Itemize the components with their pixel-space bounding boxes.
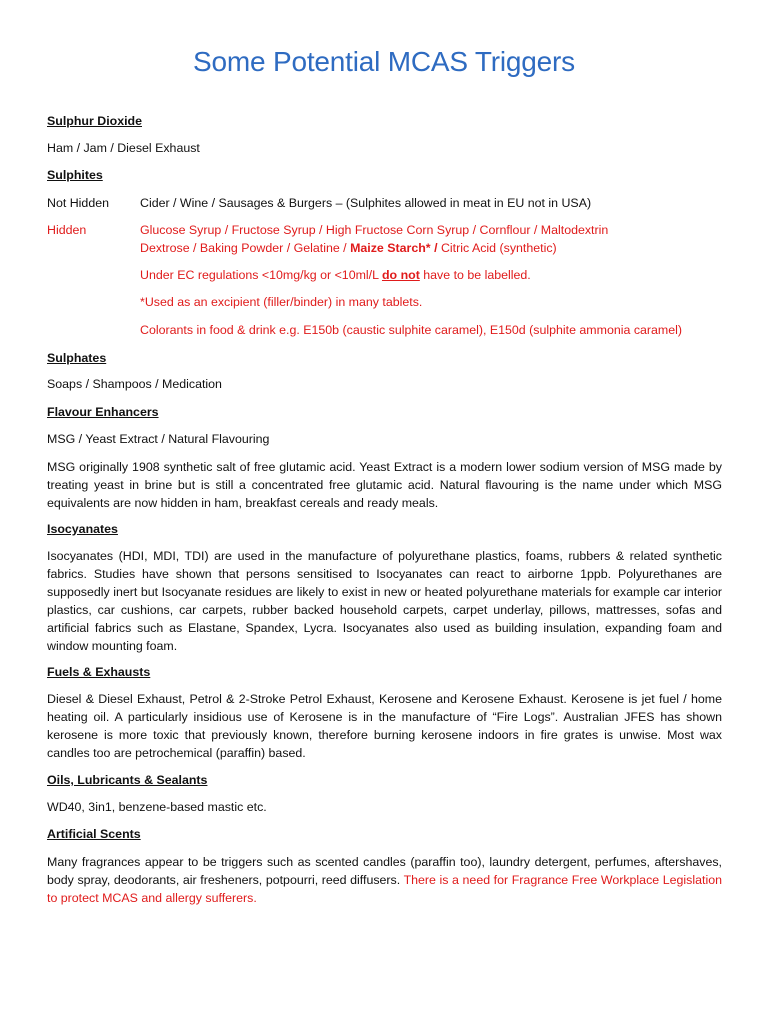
scents-paragraph-a: Many fragrances appear to be triggers such as scented candles (paraffin too), laundry detergent, perfumes, aftershaves, body spray, deodorants, air fresheners, potpourri, reed diffusers.: [47, 855, 722, 887]
isocyanates-paragraph: Isocyanates (HDI, MDI, TDI) are used in the manufacture of polyurethane plastics, foams, rubbers & related synthetic fabrics. Studies have shown that persons sensitised to Isocyanates can react to airborne 1ppb. Polyurethanes are supposedly inert but Isocyanate residues are likely to exist in new or heated polyurethane materials for example car interior plastics, car cushions, car carpets, rubber backed household carpets, carpet underlay, pillows, mattresses, sofas and artificial fabrics such as Elastane, Spandex, Lycra. Isocyanates also used as building insulation, expanding foam and window mounting foam.: [47, 549, 722, 653]
heading-sulphates: Sulphates: [47, 351, 107, 365]
colorants-note: Colorants in food & drink e.g. E150b (caustic sulphite caramel), E150d (sulphite ammonia caramel): [140, 323, 683, 337]
hidden-line-2-a: Dextrose / Baking Powder / Gelatine /: [140, 241, 351, 255]
heading-oils-lubricants: Oils, Lubricants & Sealants: [47, 773, 208, 787]
not-hidden-text: Cider / Wine / Sausages & Burgers – (Sulphites allowed in meat in EU not in USA): [140, 196, 592, 210]
heading-isocyanates: Isocyanates: [47, 522, 118, 536]
hidden-line-2-b: Maize Starch* /: [350, 241, 438, 255]
ec-a: Under EC regulations <10mg/kg or <10ml/L: [140, 268, 382, 282]
hidden-label: Hidden: [47, 223, 87, 237]
heading-fuels-exhausts: Fuels & Exhausts: [47, 665, 151, 679]
scents-paragraph: [47, 853, 722, 907]
hidden-line-2: [140, 239, 557, 257]
oils-text: WD40, 3in1, benzene-based mastic etc.: [47, 800, 267, 814]
scents-paragraph-b: There is a need for Fragrance Free Workplace Legislation to protect MCAS and allergy sufferers.: [47, 873, 722, 905]
sulphur-dioxide-text: Ham / Jam / Diesel Exhaust: [47, 141, 200, 155]
sulphates-text: Soaps / Shampoos / Medication: [47, 377, 222, 391]
hidden-line-2-c: Citric Acid (synthetic): [437, 241, 557, 255]
ec-c: have to be labelled.: [419, 268, 531, 282]
page-title: Some Potential MCAS Triggers: [193, 46, 575, 77]
ec-b: do not: [381, 268, 420, 282]
hidden-line-1: Glucose Syrup / Fructose Syrup / High Fructose Corn Syrup / Cornflour / Maltodextrin: [140, 223, 609, 237]
excipient-note: *Used as an excipient (filler/binder) in many tablets.: [140, 295, 423, 309]
heading-artificial-scents: Artificial Scents: [47, 827, 141, 841]
ec-regulation-note: [140, 266, 531, 284]
heading-sulphites: Sulphites: [47, 168, 103, 182]
not-hidden-label: Not Hidden: [47, 196, 109, 210]
heading-sulphur-dioxide: Sulphur Dioxide: [47, 114, 142, 128]
flavour-text: MSG / Yeast Extract / Natural Flavouring: [47, 432, 270, 446]
heading-flavour-enhancers: Flavour Enhancers: [47, 405, 159, 419]
flavour-paragraph: MSG originally 1908 synthetic salt of free glutamic acid. Yeast Extract is a modern lower sodium version of MSG made by treating yeast in brine but is still a concentrated free glutamic acid. Natural flavouring is the name under which MSG equivalents are now hidden in ham, breakfast cereals and ready meals.: [47, 460, 722, 510]
fuels-paragraph: Diesel & Diesel Exhaust, Petrol & 2-Stroke Petrol Exhaust, Kerosene and Kerosene Exhaust. Kerosene is jet fuel / home heating oil. A particularly insidious use of Kerosene is in the manufacture of “Fire Logs”. Australian JFES has shown kerosene is more toxic that previously known, therefore burning kerosene indoors in fire grates is unwise. Most wax candles too are petrochemical (paraffin) based.: [47, 692, 722, 760]
